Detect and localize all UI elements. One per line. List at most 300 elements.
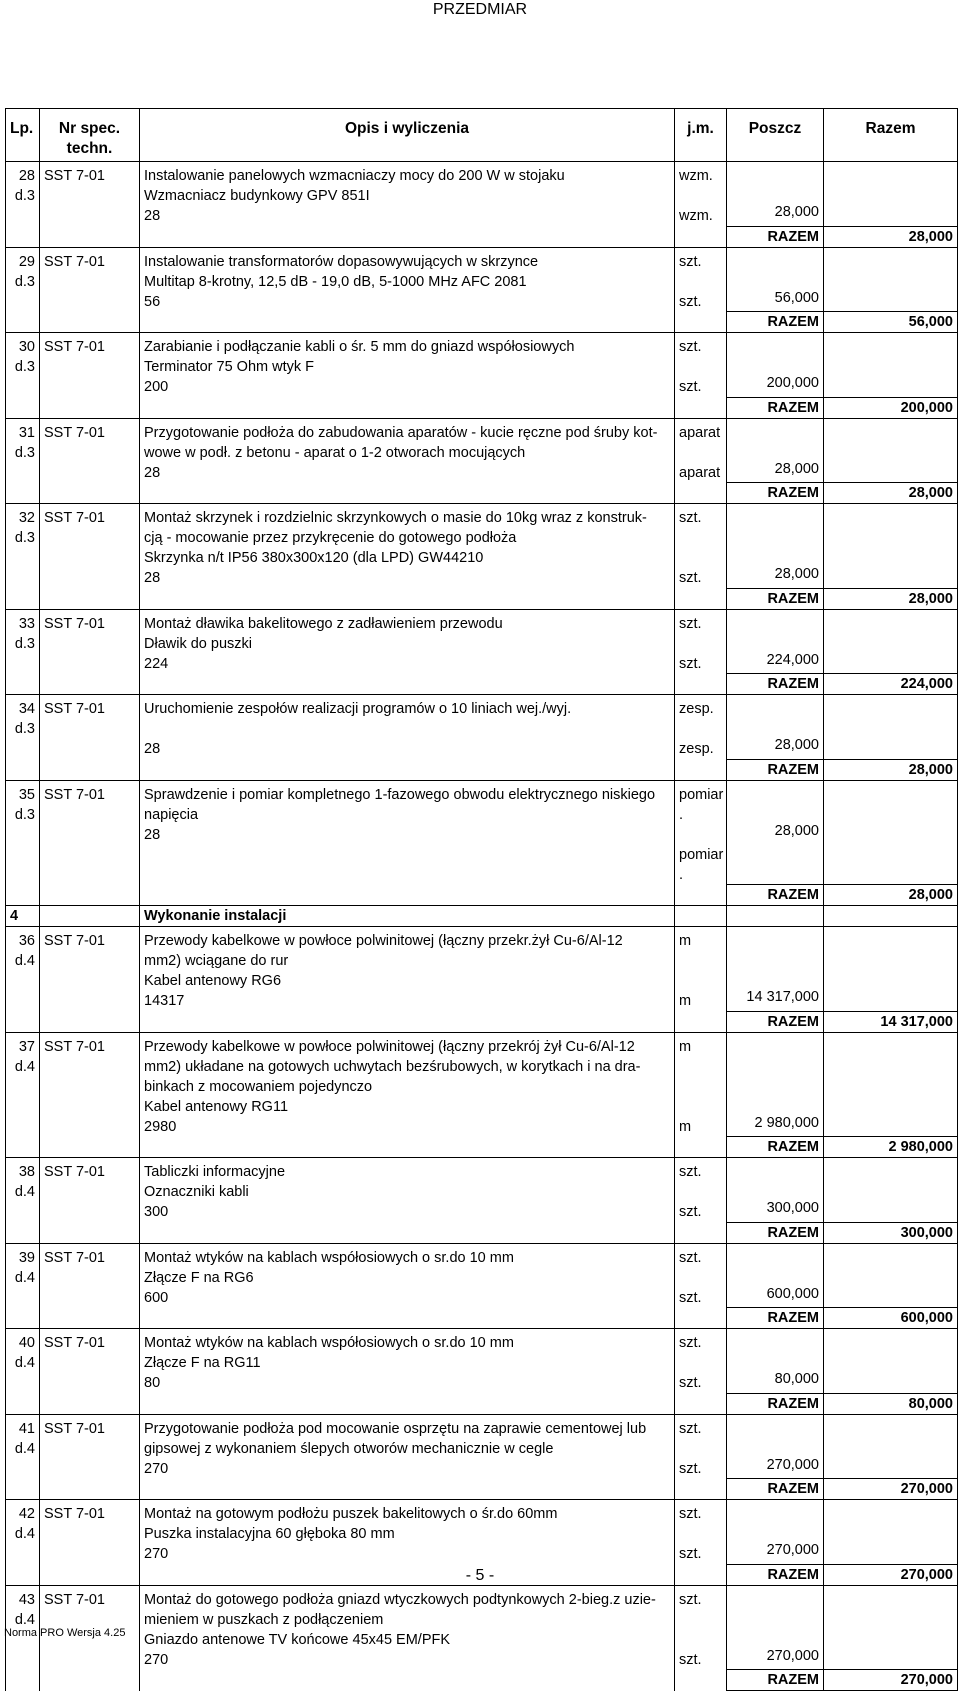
row-spec: SST 7-01 [40,1329,140,1394]
row-number: 40 d.4 [6,1329,40,1394]
unit-spacer [679,1353,722,1373]
description-line: Terminator 75 Ohm wtyk F [144,359,315,375]
razem-row [6,397,958,418]
unit-label: aparat [679,424,721,441]
description-line: Instalowanie panelowych wzmacniaczy mocy do 200 W w stojaku [144,168,565,184]
poszcz-value: 600,000 [766,1285,819,1302]
razem-row [6,1137,958,1158]
calc-unit-label: szt. [679,1546,702,1562]
razem-value: 224,000 [824,674,958,695]
row-poszcz [727,1414,824,1479]
razem-empty [40,1479,140,1500]
row-number: 37 d.4 [6,1032,40,1137]
calc-unit-label: aparat [679,464,721,481]
poszcz-spacer [731,781,819,801]
description-line: Multitap 8-krotny, 12,5 dB - 19,0 dB, 5-1000 MHz AFC 2081 [144,273,527,290]
header-unit: j.m. [675,109,727,162]
poszcz-spacer [731,927,819,947]
razem-empty [140,1393,675,1414]
unit-label: szt. [679,510,702,526]
row-number: 34 d.3 [6,695,40,760]
razem-empty [40,226,140,247]
row-razem-empty [824,504,958,589]
poszcz-spacer [731,162,819,182]
description-line: Instalowanie transformatorów dopasowywujących w skrzynce [144,253,539,270]
row-description [140,1500,675,1565]
poszcz-spacer [731,333,819,353]
cost-estimate-table [5,108,958,1691]
unit-label: szt. [679,1420,702,1437]
row-spec: SST 7-01 [40,333,140,398]
row-poszcz [727,333,824,398]
calc-unit-label: wzm. [679,208,713,224]
description-line: Złącze F na RG11 [144,1355,261,1371]
calculation-value: 270 [144,1651,169,1668]
poszcz-spacer [731,1520,819,1540]
row-razem-empty [824,1414,958,1479]
unit-spacer [679,1182,722,1202]
razem-label: RAZEM [727,1137,824,1158]
row-spec: SST 7-01 [40,247,140,312]
razem-empty [140,312,675,333]
row-poszcz [727,1329,824,1394]
calculation-value: 2980 [144,1118,177,1135]
razem-label: RAZEM [727,1670,824,1691]
razem-row [6,1308,958,1329]
razem-label: RAZEM [727,312,824,333]
razem-empty [40,885,140,906]
poszcz-spacer [731,419,819,439]
razem-label: RAZEM [727,483,824,504]
calculation-value: 600 [144,1289,169,1306]
razem-value: 28,000 [824,759,958,780]
razem-label: RAZEM [727,588,824,609]
unit-spacer [679,528,722,548]
unit-spacer [679,971,722,991]
unit-label: szt. [679,253,702,270]
razem-row [6,1479,958,1500]
poszcz-spacer [731,268,819,288]
poszcz-value: 28,000 [774,737,819,753]
section-empty [824,906,958,927]
table-row [6,504,958,589]
poszcz-spacer [731,1178,819,1198]
row-unit [675,927,727,1012]
row-unit [675,247,727,312]
description-line: Montaż wtyków na kablach współosiowych o sr.do 10 mm [144,1335,514,1351]
poszcz-spacer [731,1073,819,1093]
calculation-value: 224 [144,655,169,672]
razem-row [6,759,958,780]
razem-label: RAZEM [727,1564,824,1585]
section-spec-empty [40,906,140,927]
row-spec: SST 7-01 [40,780,140,885]
table-row [6,1585,958,1670]
unit-spacer [679,548,722,568]
row-unit [675,695,727,760]
row-razem-empty [824,162,958,227]
poszcz-spacer [731,1586,819,1606]
poszcz-spacer [731,1606,819,1626]
razem-empty [140,1222,675,1243]
razem-row [6,226,958,247]
header-razem: Razem [824,109,958,162]
row-number: 35 d.3 [6,780,40,885]
row-description [140,695,675,760]
calculation-value: 80 [144,1375,161,1391]
poszcz-spacer [731,182,819,202]
unit-label: m [679,1038,692,1055]
unit-label: zesp. [679,701,714,717]
row-razem-empty [824,247,958,312]
unit-label: szt. [679,615,702,632]
razem-value: 28,000 [824,588,958,609]
poszcz-value: 80,000 [774,1371,819,1387]
poszcz-spacer [731,439,819,459]
row-number: 39 d.4 [6,1243,40,1308]
poszcz-spacer [731,1053,819,1073]
table-body [6,162,958,1691]
row-unit [675,1585,727,1670]
footer-version: Norma PRO Wersja 4.25 [4,1627,126,1639]
unit-spacer [679,1524,722,1544]
razem-row [6,1670,958,1691]
razem-empty [140,226,675,247]
razem-empty [675,226,727,247]
poszcz-spacer [731,610,819,630]
row-description [140,927,675,1012]
unit-label: szt. [679,1164,702,1180]
poszcz-spacer [731,801,819,821]
row-razem-empty [824,1585,958,1670]
poszcz-spacer [731,1158,819,1178]
razem-empty [40,312,140,333]
razem-row [6,312,958,333]
row-razem-empty [824,780,958,885]
calc-unit-label: m [679,993,692,1009]
header-poszcz: Poszcz [727,109,824,162]
razem-value: 600,000 [824,1308,958,1329]
poszcz-value: 28,000 [774,566,819,582]
razem-empty [140,588,675,609]
calc-unit-label: szt. [679,1651,702,1668]
description-line: mm2) wciągane do rur [144,953,289,969]
poszcz-spacer [731,1435,819,1455]
unit-spacer [679,186,722,206]
table-row [6,247,958,312]
row-number: 28 d.3 [6,162,40,227]
row-number: 32 d.3 [6,504,40,589]
row-poszcz [727,1032,824,1137]
razem-value: 56,000 [824,312,958,333]
unit-spacer [679,719,722,739]
description-line: Montaż na gotowym podłożu puszek bakelitowych o śr.do 60mm [144,1506,558,1522]
razem-value: 14 317,000 [824,1011,958,1032]
razem-row [6,674,958,695]
row-poszcz [727,247,824,312]
row-unit [675,418,727,483]
header-desc: Opis i wyliczenia [140,109,675,162]
row-razem-empty [824,1158,958,1223]
row-spec: SST 7-01 [40,1414,140,1479]
razem-empty [6,483,40,504]
description-line: Przygotowanie podłoża do zabudowania aparatów - kucie ręczne pod śruby kot- [144,424,658,441]
razem-row [6,1222,958,1243]
row-spec: SST 7-01 [40,1500,140,1565]
row-spec: SST 7-01 [40,1032,140,1137]
description-line: mieniem w puszkach z podłączeniem [144,1611,384,1628]
calc-unit-label: szt. [679,1289,702,1306]
table-row [6,609,958,674]
razem-empty [6,1308,40,1329]
description-line: gipsowej z wykonaniem ślepych otworów mechanicznie w cegle [144,1440,554,1457]
razem-empty [6,759,40,780]
poszcz-spacer [731,715,819,735]
razem-empty [6,397,40,418]
table-row [6,162,958,227]
unit-label: pomiar . [679,786,724,823]
razem-empty [6,1137,40,1158]
razem-empty [140,397,675,418]
row-description [140,1414,675,1479]
unit-spacer [679,1439,722,1459]
razem-label: RAZEM [727,885,824,906]
row-description [140,1243,675,1308]
razem-empty [675,397,727,418]
poszcz-value: 270,000 [766,1456,819,1473]
razem-empty [6,588,40,609]
row-number: 36 d.4 [6,927,40,1012]
row-description [140,1032,675,1137]
unit-spacer [679,951,722,971]
razem-empty [675,483,727,504]
description-line: Montaż dławika bakelitowego z zadławieniem przewodu [144,615,503,632]
unit-spacer [679,634,722,654]
table-row [6,1414,958,1479]
unit-label: szt. [679,1591,702,1608]
poszcz-spacer [731,353,819,373]
row-description [140,247,675,312]
unit-spacer [679,357,722,377]
row-spec: SST 7-01 [40,927,140,1012]
razem-empty [675,1137,727,1158]
razem-empty [675,674,727,695]
razem-empty [675,312,727,333]
row-unit [675,162,727,227]
row-description [140,504,675,589]
row-unit [675,1329,727,1394]
razem-value: 270,000 [824,1564,958,1585]
razem-value: 300,000 [824,1222,958,1243]
row-number: 41 d.4 [6,1414,40,1479]
calc-unit-label: szt. [679,379,702,395]
poszcz-value: 56,000 [774,289,819,306]
razem-empty [675,885,727,906]
poszcz-value: 270,000 [766,1542,819,1558]
description-line: Dławik do puszki [144,635,252,652]
row-poszcz [727,162,824,227]
razem-empty [40,1308,140,1329]
razem-empty [40,1393,140,1414]
description-line: cją - mocowanie przez przykręcenie do gotowego podłoża [144,530,517,546]
table-row [6,1329,958,1394]
razem-row [6,885,958,906]
description-line: Przewody kabelkowe w powłoce polwinitowej (łączny przekr.żył Cu-6/Al-12 [144,933,623,949]
razem-empty [6,1222,40,1243]
unit-label: m [679,933,692,949]
poszcz-spacer [731,947,819,967]
row-number: 31 d.3 [6,418,40,483]
calc-unit-label: szt. [679,1204,702,1220]
razem-empty [140,885,675,906]
header-spec: Nr spec. techn. [40,109,140,162]
unit-spacer [679,1610,722,1630]
razem-row [6,588,958,609]
calculation-value: 28 [144,208,161,224]
razem-empty [140,759,675,780]
unit-label: szt. [679,1335,702,1351]
section-empty [675,906,727,927]
razem-label: RAZEM [727,674,824,695]
poszcz-value: 300,000 [766,1200,819,1216]
razem-empty [6,1670,40,1691]
razem-empty [6,1393,40,1414]
poszcz-spacer [731,967,819,987]
table-row [6,927,958,1012]
row-spec: SST 7-01 [40,1585,140,1670]
row-unit [675,780,727,885]
section-number: 4 [6,906,40,927]
razem-label: RAZEM [727,226,824,247]
row-spec: SST 7-01 [40,1243,140,1308]
calculation-value: 200 [144,379,169,395]
calculation-value: 28 [144,741,161,757]
razem-empty [40,483,140,504]
calculation-value: 270 [144,1546,169,1562]
row-spec: SST 7-01 [40,504,140,589]
razem-empty [140,1011,675,1032]
description-line: Wzmacniacz budynkowy GPV 851I [144,188,370,204]
poszcz-spacer [731,1349,819,1369]
description-line: Puszka instalacyjna 60 głęboka 80 mm [144,1526,395,1542]
razem-value: 28,000 [824,885,958,906]
row-razem-empty [824,609,958,674]
razem-empty [675,1222,727,1243]
description-line: wowe w podł. z betonu - aparat o 1-2 otworach mocujących [144,444,526,461]
razem-empty [40,759,140,780]
table-header-row [6,109,958,162]
row-number: 38 d.4 [6,1158,40,1223]
row-poszcz [727,1500,824,1565]
poszcz-spacer [731,1500,819,1520]
razem-label: RAZEM [727,759,824,780]
row-description [140,333,675,398]
poszcz-value: 14 317,000 [746,989,819,1005]
razem-empty [140,483,675,504]
razem-value: 200,000 [824,397,958,418]
row-razem-empty [824,1243,958,1308]
unit-spacer [679,1630,722,1650]
row-poszcz [727,1158,824,1223]
poszcz-spacer [731,1415,819,1435]
row-razem-empty [824,1500,958,1565]
row-spec: SST 7-01 [40,162,140,227]
razem-value: 2 980,000 [824,1137,958,1158]
description-line: Przygotowanie podłoża pod mocowanie osprzętu na zaprawie cementowej lub [144,1420,647,1437]
row-spec: SST 7-01 [40,1158,140,1223]
razem-empty [40,1222,140,1243]
table-row [6,1243,958,1308]
calculation-value: 56 [144,293,161,310]
razem-empty [6,312,40,333]
razem-empty [675,1479,727,1500]
row-description [140,418,675,483]
unit-label: szt. [679,1249,702,1266]
poszcz-spacer [731,630,819,650]
razem-empty [140,1670,675,1691]
row-razem-empty [824,418,958,483]
description-line: Kabel antenowy RG6 [144,973,282,989]
row-unit [675,609,727,674]
row-poszcz [727,504,824,589]
description-line: Przewody kabelkowe w powłoce polwinitowej (łączny przekrój żył Cu-6/Al-12 [144,1038,635,1055]
description-line: Skrzynka n/t IP56 380x300x120 (dla LPD) GW44210 [144,550,484,566]
razem-empty [40,674,140,695]
calc-unit-label: m [679,1118,692,1135]
poszcz-spacer [731,504,819,524]
row-razem-empty [824,1032,958,1137]
row-number: 30 d.3 [6,333,40,398]
razem-empty [140,1479,675,1500]
poszcz-spacer [731,695,819,715]
razem-empty [140,1137,675,1158]
unit-spacer [679,1097,722,1117]
section-row [6,906,958,927]
row-unit [675,504,727,589]
row-unit [675,1243,727,1308]
description-line: napięcia [144,806,199,823]
row-poszcz [727,780,824,885]
razem-empty [675,759,727,780]
row-description [140,1329,675,1394]
razem-empty [40,588,140,609]
razem-empty [40,1670,140,1691]
description-line: Złącze F na RG6 [144,1269,254,1286]
row-razem-empty [824,695,958,760]
razem-empty [40,397,140,418]
description-line: Montaż do gotowego podłoża gniazd wtyczkowych podtynkowych 2-bieg.z uzie- [144,1591,656,1608]
row-spec: SST 7-01 [40,695,140,760]
razem-value: 80,000 [824,1393,958,1414]
poszcz-spacer [731,1093,819,1113]
razem-label: RAZEM [727,1393,824,1414]
razem-empty [140,1308,675,1329]
description-line: mm2) układane na gotowych uchwytach bezśrubowych, w korytkach i na dra- [144,1058,641,1075]
poszcz-value: 28,000 [774,822,819,839]
section-empty [727,906,824,927]
description-line: Gniazdo antenowe TV końcowe 45x45 EM/PFK [144,1631,451,1648]
poszcz-value: 2 980,000 [754,1114,819,1131]
calculation-value: 300 [144,1204,169,1220]
table-row [6,780,958,885]
calculation-value: 28 [144,570,161,586]
poszcz-value: 224,000 [766,651,819,668]
razem-label: RAZEM [727,1011,824,1032]
calc-unit-label: szt. [679,1460,702,1477]
razem-empty [675,588,727,609]
row-number: 33 d.3 [6,609,40,674]
description-line: Tabliczki informacyjne [144,1164,286,1180]
